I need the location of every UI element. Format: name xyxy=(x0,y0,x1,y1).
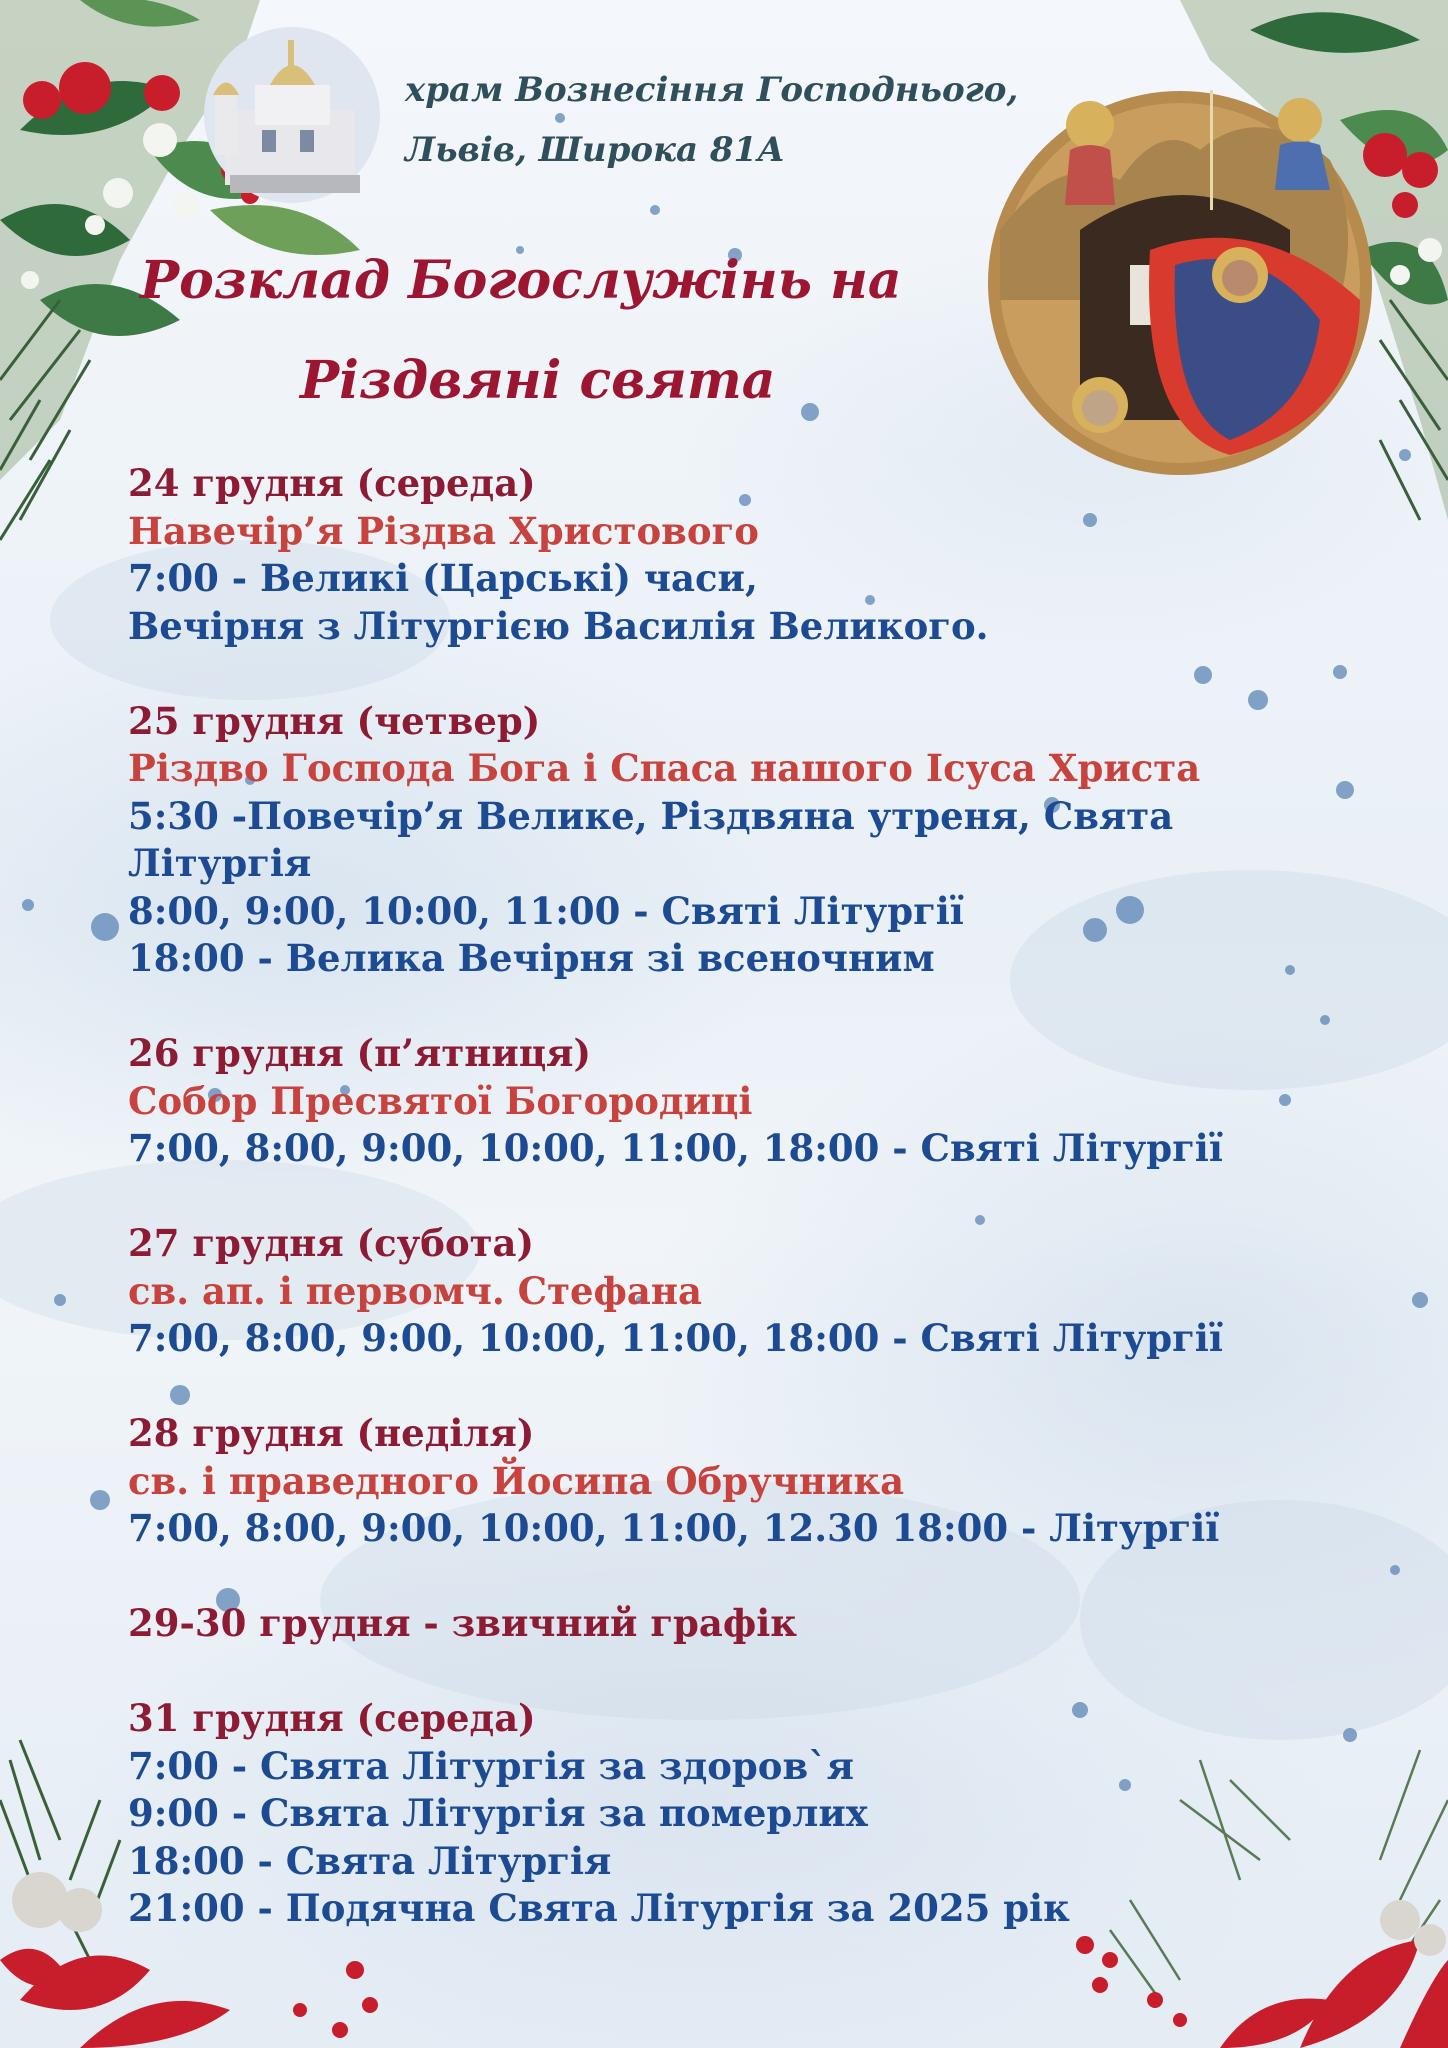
service-time-line: 7:00 - Свята Літургія за здоров`я xyxy=(128,1743,854,1788)
church-address xyxy=(405,60,1045,180)
day-feast: Різдво Господа Бога і Спаса нашого Ісуса Христа xyxy=(128,746,1201,790)
service-time-line: 18:00 - Свята Літургія xyxy=(128,1838,612,1883)
church-photo xyxy=(204,27,380,203)
day-block xyxy=(128,698,1328,983)
service-time-line: Вечірня з Літургією Василія Великого. xyxy=(128,603,989,648)
day-block xyxy=(128,1600,1328,1648)
day-feast: Навечір’я Різдва Христового xyxy=(128,508,759,553)
day-date: 27 грудня (субота) xyxy=(128,1221,535,1265)
day-feast: Собор Пресвятої Богородиці xyxy=(128,1078,753,1123)
day-date: 29-30 грудня - звичний графік xyxy=(128,1601,797,1645)
day-block xyxy=(128,1220,1328,1363)
day-date: 31 грудня (середа) xyxy=(128,1696,536,1740)
service-time-line: 9:00 - Свята Літургія за померлих xyxy=(128,1791,868,1835)
address-line-1: храм Вознесіння Господнього, xyxy=(405,70,1019,110)
service-time-line: 7:00 - Великі (Царські) часи, xyxy=(128,556,758,600)
title-line-2: Різдвяні свята xyxy=(300,350,776,411)
service-time-line: 18:00 - Велика Вечірня зі всеночним xyxy=(128,936,935,980)
day-date: 26 грудня (п’ятниця) xyxy=(128,1031,591,1075)
day-block xyxy=(128,460,1328,650)
day-block xyxy=(128,1030,1328,1173)
service-time-line: 8:00, 9:00, 10:00, 11:00 - Святі Літургії xyxy=(128,888,964,933)
service-time-line: 7:00, 8:00, 9:00, 10:00, 11:00, 18:00 - Святі Літургії xyxy=(128,1316,1223,1360)
title-line-1: Розклад Богослужінь на xyxy=(140,250,902,311)
day-block xyxy=(128,1695,1328,1933)
service-time-line: 21:00 - Подячна Свята Літургія за 2025 рік xyxy=(128,1886,1070,1930)
service-time-line: 5:30 -Повечір’я Велике, Різдвяна утреня, Свята Літургія xyxy=(128,793,1174,885)
service-schedule xyxy=(128,460,1328,1980)
service-time-line: 7:00, 8:00, 9:00, 10:00, 11:00, 12.30 18:00 - Літургії xyxy=(128,1506,1220,1550)
address-line-2: Львів, Широка 81А xyxy=(405,130,785,170)
day-feast: св. ап. і первомч. Стефана xyxy=(128,1268,702,1313)
day-date: 24 грудня (середа) xyxy=(128,461,536,505)
day-block xyxy=(128,1410,1328,1553)
day-date: 25 грудня (четвер) xyxy=(128,698,541,743)
day-date: 28 грудня (неділя) xyxy=(128,1411,535,1455)
day-feast: св. і праведного Йосипа Обручника xyxy=(128,1458,905,1503)
nativity-icon-image xyxy=(988,90,1372,475)
service-time-line: 7:00, 8:00, 9:00, 10:00, 11:00, 18:00 - Святі Літургії xyxy=(128,1126,1223,1170)
